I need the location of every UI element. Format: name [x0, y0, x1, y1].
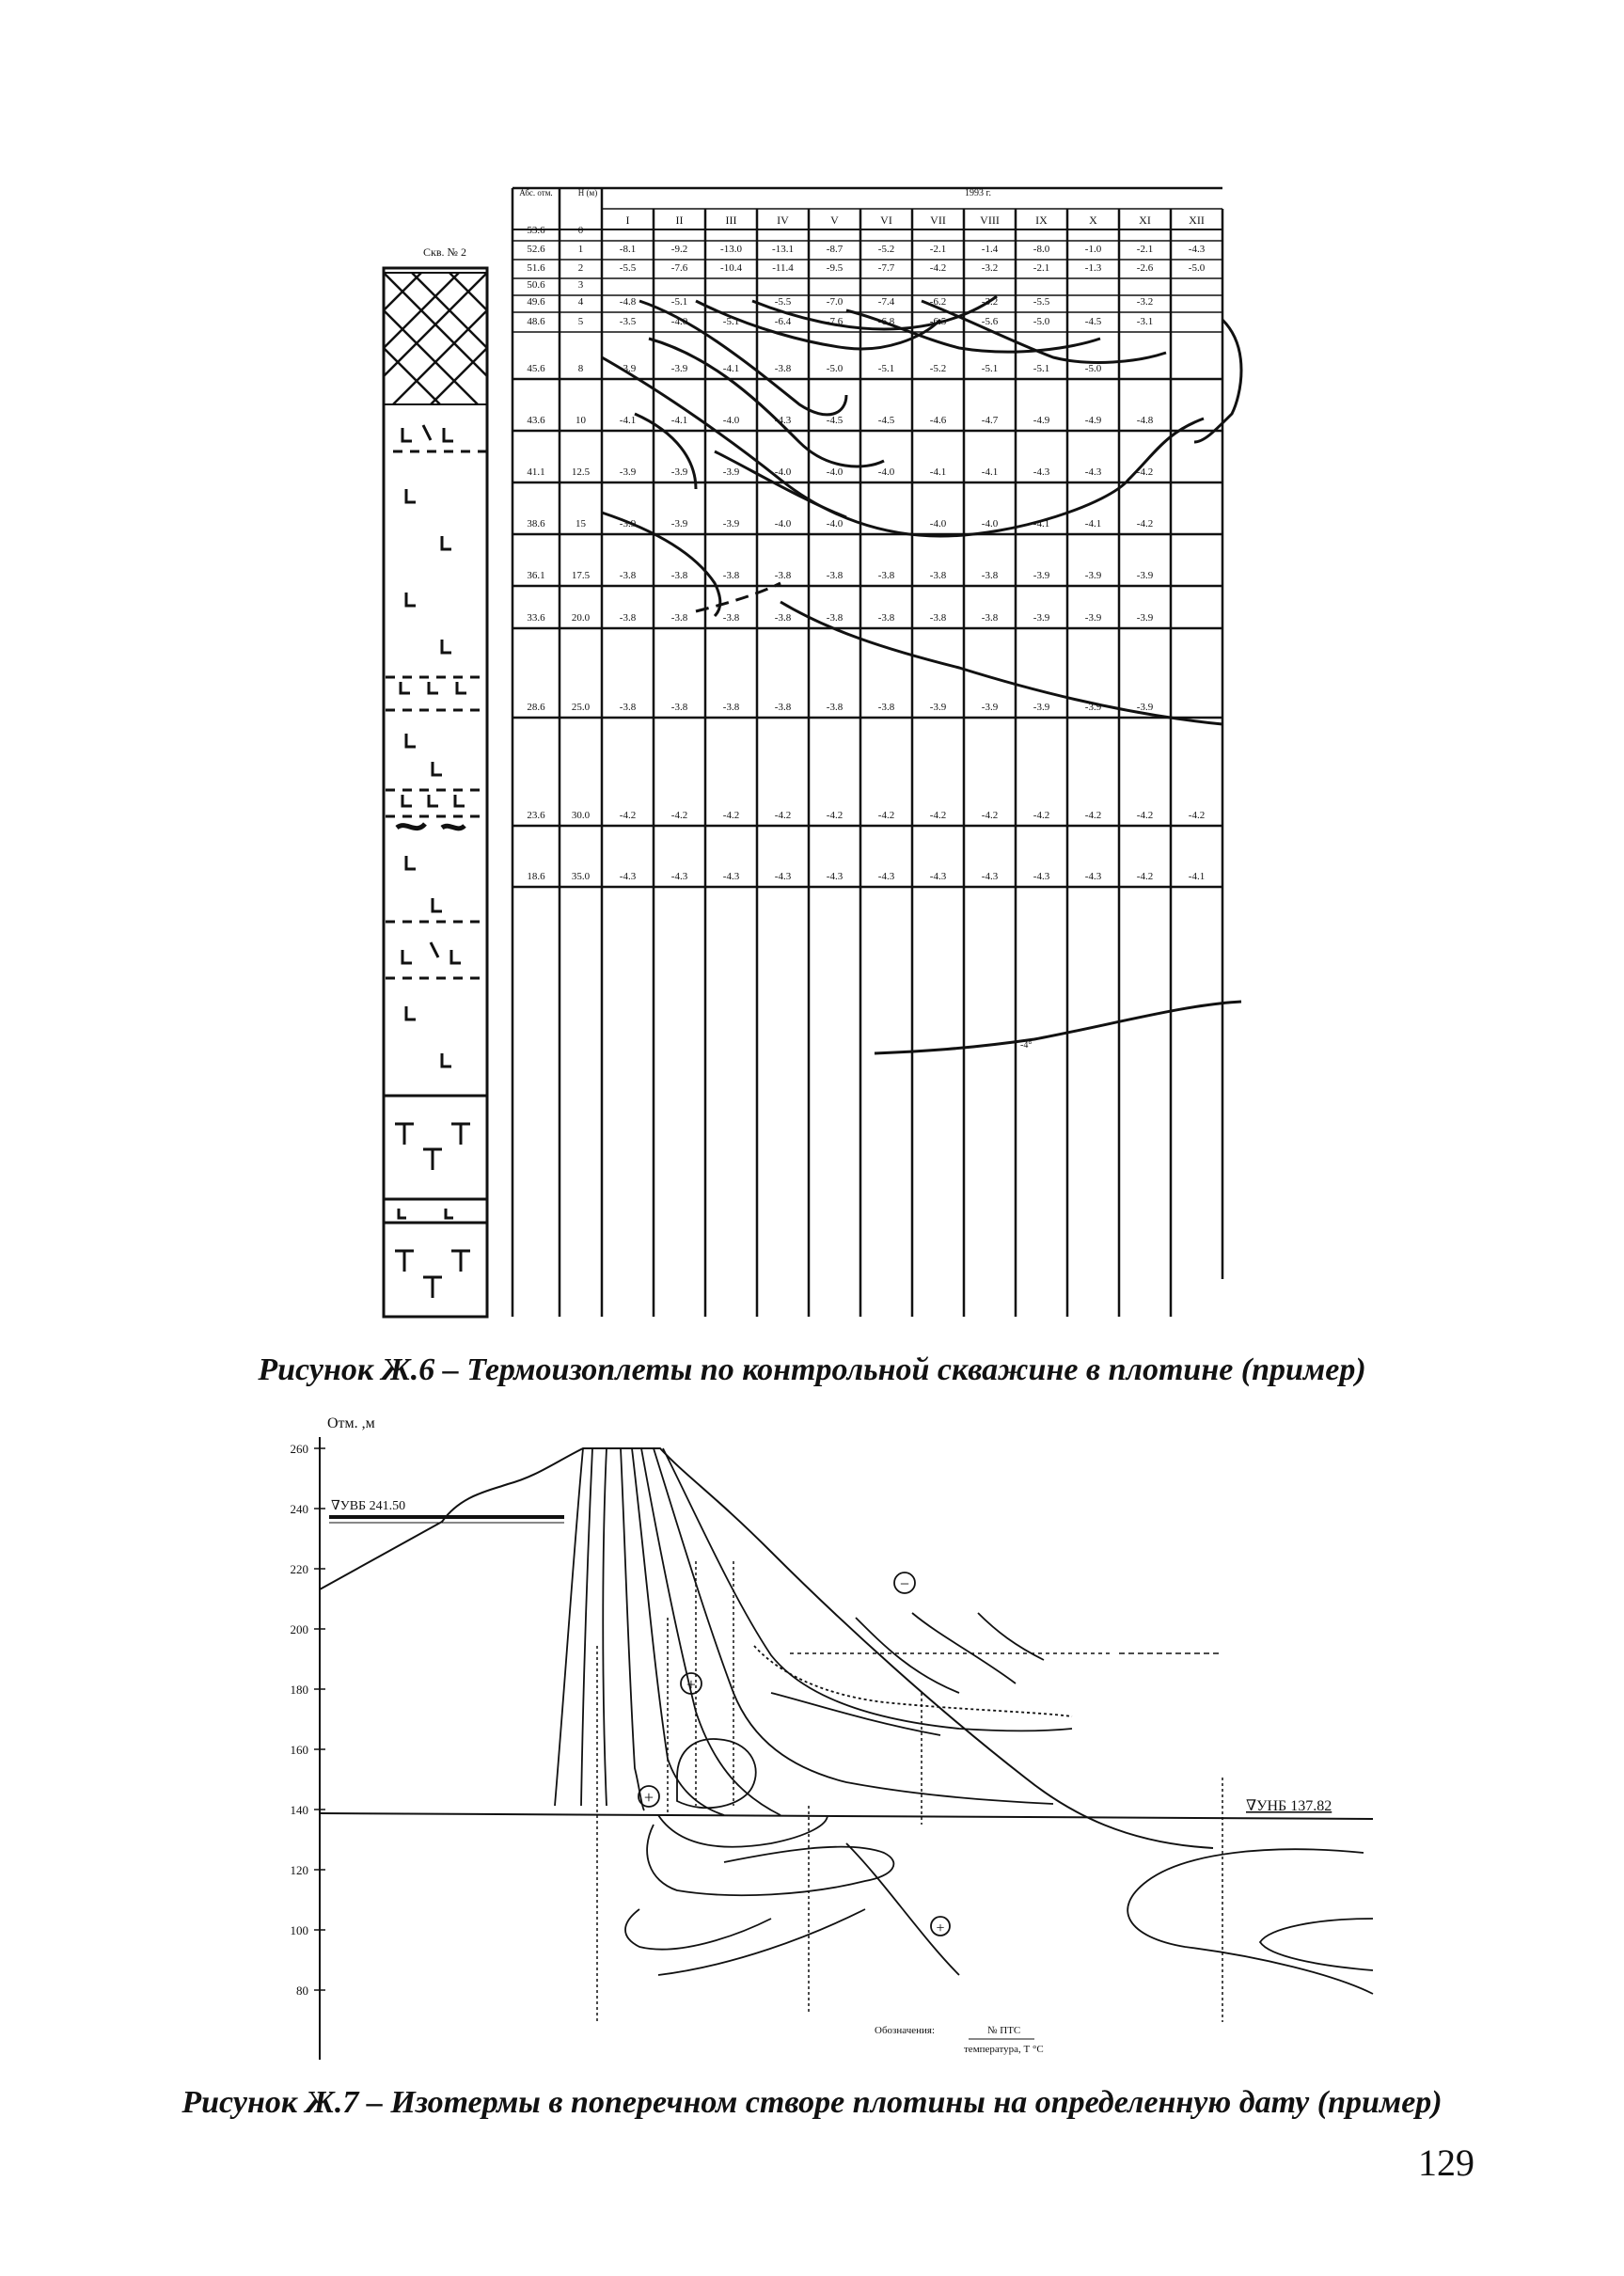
temperature-cell: -5.0 — [826, 363, 844, 374]
well-label: Скв. № 2 — [423, 245, 466, 259]
temperature-cell: -9.2 — [670, 244, 688, 255]
month-header: X — [1089, 213, 1097, 227]
temperature-cell: -3.9 — [1136, 570, 1154, 581]
temperature-cell: -5.5 — [1033, 296, 1050, 308]
temperature-cell: -3.8 — [722, 702, 740, 713]
month-header: IX — [1035, 213, 1048, 227]
hatch-zone — [384, 273, 487, 404]
abs-elevation-cell: 33.6 — [527, 612, 545, 624]
temperature-cell: -1.0 — [1084, 244, 1102, 255]
temperature-cell: -4.0 — [670, 316, 688, 327]
isopleth — [602, 357, 1204, 536]
month-header: VI — [880, 213, 892, 227]
temperature-cell: -3.2 — [1136, 296, 1154, 308]
temperature-cell: -3.8 — [722, 612, 740, 624]
temperature-cell: -4.5 — [1084, 316, 1102, 327]
temperature-cell: -4.1 — [1084, 518, 1102, 529]
isoline-label: -4° — [1020, 1040, 1033, 1051]
temperature-cell: -4.3 — [722, 871, 740, 882]
temperature-cell: -3.8 — [929, 612, 947, 624]
depth-cell: 4 — [577, 296, 584, 308]
downstream-water-level — [1246, 1798, 1332, 1814]
temperature-cell: -4.9 — [1033, 415, 1050, 426]
temperature-cell: -3.8 — [670, 702, 688, 713]
temperature-cell: -3.8 — [981, 612, 999, 624]
temperature-cell: -4.3 — [774, 871, 792, 882]
depth-cell: 12.5 — [571, 466, 591, 478]
foundation-line — [320, 1813, 1373, 1819]
temperature-cell: -3.9 — [722, 518, 740, 529]
temperature-cell: -2.1 — [1136, 244, 1154, 255]
temperature-cell: -3.8 — [826, 570, 844, 581]
temperature-cell: -4.0 — [826, 518, 844, 529]
abs-elevation-cell: 18.6 — [527, 871, 545, 882]
temperature-cell: -3.8 — [981, 570, 999, 581]
month-header: V — [830, 213, 839, 227]
temperature-cell: -4.3 — [1084, 466, 1102, 478]
temperature-cell: -3.9 — [1033, 570, 1050, 581]
depth-cell: 10 — [575, 415, 586, 426]
temperature-cell: -4.2 — [1188, 810, 1206, 821]
isopleth — [649, 339, 884, 466]
core-isotherms — [555, 1448, 1072, 1815]
temperature-cell: -3.8 — [670, 570, 688, 581]
abs-elevation-cell: 49.6 — [527, 296, 545, 308]
temperature-cell: -3.8 — [826, 612, 844, 624]
temperature-cell: -3.8 — [826, 702, 844, 713]
y-tick-label: 120 — [290, 1863, 308, 1877]
temperature-cell: -4.3 — [619, 871, 637, 882]
depth-cell: 1 — [577, 244, 584, 255]
temperature-cell: -4.0 — [981, 518, 999, 529]
temperature-cell: -4.8 — [619, 296, 637, 308]
temperature-cell: -4.2 — [1084, 810, 1102, 821]
temperature-cell: -3.9 — [1136, 612, 1154, 624]
abs-elevation-cell: 51.6 — [527, 262, 545, 274]
isopleth-minus-4 — [875, 1002, 1241, 1053]
temperature-cell: -3.9 — [1084, 702, 1102, 713]
month-header: VII — [930, 213, 946, 227]
zone-sign-label: − — [899, 1574, 910, 1593]
temperature-cell: -3.8 — [877, 570, 895, 581]
temperature-cell: -4.1 — [1188, 871, 1206, 882]
y-axis-title: Отм. ,м — [327, 1415, 375, 1431]
legend — [875, 2025, 1044, 2055]
abs-elevation-cell: 50.6 — [527, 279, 545, 291]
temperature-cell: -11.4 — [772, 262, 794, 274]
temperature-cell: -3.5 — [619, 316, 637, 327]
temperature-cell: -3.8 — [670, 612, 688, 624]
legend-item: № ПТС — [987, 2025, 1021, 2036]
depth-cell: 17.5 — [571, 570, 591, 581]
temperature-cell: -6.5 — [929, 316, 947, 327]
temperature-cell: -4.1 — [619, 415, 637, 426]
temperature-cell: -5.5 — [619, 262, 637, 274]
abs-header: Абс. отм. — [519, 188, 553, 198]
temperature-cell: -3.9 — [1084, 612, 1102, 624]
temperature-cell: -3.9 — [722, 466, 740, 478]
y-tick-label: 100 — [290, 1923, 308, 1937]
temperature-cell: -6.4 — [774, 316, 792, 327]
temperature-cell: -4.3 — [774, 415, 792, 426]
temperature-table-grid — [512, 188, 1222, 1317]
temperature-cell: -8.0 — [1033, 244, 1050, 255]
figure-6-caption: Рисунок Ж.6 – Термоизоплеты по контрольной скважине в плотине (пример) — [258, 1352, 1366, 1387]
month-header: III — [725, 213, 737, 227]
isopleth — [696, 583, 780, 611]
temperature-cell: -3.8 — [619, 612, 637, 624]
temperature-cell: -4.1 — [670, 415, 688, 426]
isotherm-section-figure — [282, 1411, 1392, 2069]
temperature-cell: -4.0 — [929, 518, 947, 529]
temperature-cell: -4.3 — [1033, 466, 1050, 478]
depth-cell: 5 — [577, 316, 584, 327]
abs-elevation-cell: 43.6 — [527, 415, 545, 426]
abs-elevation-cell: 28.6 — [527, 702, 545, 713]
temperature-cell: -4.5 — [877, 415, 895, 426]
temperature-cell: -3.9 — [1033, 612, 1050, 624]
temperature-cell: -5.1 — [981, 363, 999, 374]
temperature-cell: -3.9 — [670, 363, 688, 374]
depth-cell: 15 — [575, 518, 586, 529]
temperature-cell: -5.1 — [722, 316, 740, 327]
table-headers — [519, 188, 991, 198]
abs-elevation-cell: 36.1 — [527, 570, 545, 581]
temperature-cell: -4.2 — [1136, 518, 1154, 529]
zone-sign-label: + — [686, 1675, 697, 1694]
temperature-cell: -1.3 — [1084, 262, 1102, 274]
temperature-cell: -3.9 — [670, 466, 688, 478]
temperature-cell: -4.2 — [670, 810, 688, 821]
temperature-cell: -3.1 — [1136, 316, 1154, 327]
depth-cell: 20.0 — [571, 612, 591, 624]
abs-elevation-cell: 45.6 — [527, 363, 545, 374]
temperature-cell: -5.2 — [929, 363, 947, 374]
depth-cell: 0 — [577, 225, 584, 236]
temperature-cell: -4.9 — [1084, 415, 1102, 426]
temperature-cell: -3.8 — [774, 570, 792, 581]
y-tick-label: 140 — [290, 1803, 308, 1817]
temperature-cell: -4.2 — [774, 810, 792, 821]
temperature-cell: -4.5 — [826, 415, 844, 426]
depth-cell: 8 — [577, 363, 584, 374]
temperature-cell: -5.6 — [981, 316, 999, 327]
isopleth — [780, 602, 1222, 724]
temperature-cell: -3.9 — [981, 702, 999, 713]
legend-title: Обозначения: — [875, 2025, 936, 2036]
temperature-cell: -3.8 — [619, 570, 637, 581]
depth-cell: 3 — [577, 279, 584, 291]
temperature-cell: -7.6 — [670, 262, 688, 274]
temperature-cell: -4.2 — [1136, 810, 1154, 821]
temperature-cell: -4.3 — [1084, 871, 1102, 882]
depth-cell: 25.0 — [571, 702, 591, 713]
y-tick-label: 200 — [290, 1622, 308, 1636]
temperature-cell: -5.1 — [1033, 363, 1050, 374]
temperature-cell: -3.8 — [722, 570, 740, 581]
temperature-cell: -4.3 — [877, 871, 895, 882]
temperature-cell: -3.9 — [619, 518, 637, 529]
abs-elevation-cell: 41.1 — [527, 466, 545, 478]
temperature-cell: -13.1 — [772, 244, 794, 255]
temperature-cell: -4.3 — [1033, 871, 1050, 882]
abs-elevation-cell: 23.6 — [527, 810, 545, 821]
temperature-cell: -4.2 — [929, 810, 947, 821]
temperature-cell: -8.7 — [826, 244, 844, 255]
temperature-cell: -4.3 — [670, 871, 688, 882]
sand-symbols — [384, 425, 487, 1298]
temperature-cell: -3.8 — [619, 702, 637, 713]
temperature-cell: -4.3 — [826, 871, 844, 882]
temperature-cell: -5.0 — [1188, 262, 1206, 274]
temperature-cell: -3.9 — [670, 518, 688, 529]
temperature-cell: -4.1 — [929, 466, 947, 478]
y-tick-label: 220 — [290, 1562, 308, 1576]
temperature-cell: -3.9 — [1084, 570, 1102, 581]
temperature-cell: -4.2 — [981, 810, 999, 821]
y-tick-label: 180 — [290, 1683, 308, 1697]
month-header: XII — [1189, 213, 1205, 227]
year-header: 1993 г. — [965, 188, 991, 198]
upstream-level-label: ∇УВБ 241.50 — [331, 1499, 406, 1513]
temperature-cell: -13.0 — [720, 244, 742, 255]
temperature-cell: -3.9 — [929, 702, 947, 713]
depth-header: H (м) — [577, 188, 598, 198]
thermoisopleth-figure — [357, 179, 1260, 1326]
y-tick-label: 260 — [290, 1442, 308, 1456]
temperature-cell: -3.9 — [619, 466, 637, 478]
temperature-cell: -3.9 — [1136, 702, 1154, 713]
month-headers — [626, 213, 1205, 227]
temperature-cell: -4.2 — [1136, 871, 1154, 882]
temperature-cell: -4.1 — [722, 363, 740, 374]
temperature-cell: -4.3 — [1188, 244, 1206, 255]
temperature-cell: -4.2 — [619, 810, 637, 821]
temperature-cell: -4.1 — [981, 466, 999, 478]
temperature-cell: -3.8 — [929, 570, 947, 581]
temperature-cell: -6.8 — [877, 316, 895, 327]
temperature-cell: -4.2 — [877, 810, 895, 821]
temperature-cell: -3.8 — [774, 363, 792, 374]
temperature-cell: -3.8 — [877, 702, 895, 713]
isopleths — [602, 296, 1241, 1053]
abs-elevation-cell: 38.6 — [527, 518, 545, 529]
temperature-cell: -3.8 — [774, 612, 792, 624]
temperature-cell: -4.2 — [826, 810, 844, 821]
temperature-cell: -5.2 — [877, 244, 895, 255]
temperature-cell: -5.0 — [1084, 363, 1102, 374]
legend-sub: температура, Т °С — [964, 2044, 1044, 2055]
temperature-cell: -4.0 — [774, 466, 792, 478]
zone-sign-label: + — [643, 1788, 654, 1807]
upstream-water-level — [329, 1499, 564, 1523]
temperature-cell: -4.0 — [722, 415, 740, 426]
temperature-cell: -4.6 — [929, 415, 947, 426]
depth-cell: 30.0 — [571, 810, 591, 821]
temperature-zone-markers — [639, 1573, 950, 1936]
temperature-cell: -5.1 — [877, 363, 895, 374]
temperature-cell: -7.6 — [826, 316, 844, 327]
temperature-cell: -7.7 — [877, 262, 895, 274]
temperature-cell: -4.1 — [1033, 518, 1050, 529]
temperature-cell: -2.6 — [1136, 262, 1154, 274]
temperature-cell: -4.0 — [826, 466, 844, 478]
temperature-cell: -6.2 — [929, 296, 947, 308]
figure-7-caption: Рисунок Ж.7 – Изотермы в поперечном створе плотины на определенную дату (пример) — [181, 2085, 1443, 2120]
month-header: IV — [777, 213, 789, 227]
temperature-cell: -4.7 — [981, 415, 999, 426]
zone-sign-label: + — [936, 1920, 945, 1936]
temperature-cell: -4.3 — [929, 871, 947, 882]
lithology-column — [384, 268, 487, 1317]
month-header: II — [675, 213, 684, 227]
temperature-cell: -9.5 — [826, 262, 844, 274]
temperature-cell: -10.4 — [720, 262, 742, 274]
temperature-cell: -3.9 — [619, 363, 637, 374]
temperature-cell: -1.4 — [981, 244, 999, 255]
abs-elevation-cell: 52.6 — [527, 244, 545, 255]
month-header: I — [625, 213, 630, 227]
temperature-cell: -4.2 — [1033, 810, 1050, 821]
y-tick-label: 240 — [290, 1502, 308, 1516]
temperature-cell: -7.0 — [826, 296, 844, 308]
depth-cell: 2 — [577, 262, 584, 274]
downstream-level-label: ∇УНБ 137.82 — [1246, 1798, 1332, 1814]
table-cells — [527, 225, 1205, 882]
isopleth — [1194, 320, 1241, 442]
month-header: VIII — [980, 213, 1000, 227]
temperature-cell: -5.0 — [1033, 316, 1050, 327]
temperature-cell: -4.8 — [1136, 415, 1154, 426]
temperature-cell: -3.2 — [981, 262, 999, 274]
temperature-cell: -3.8 — [877, 612, 895, 624]
temperature-cell: -7.4 — [877, 296, 895, 308]
temperature-cell: -5.5 — [774, 296, 792, 308]
temperature-cell: -4.0 — [877, 466, 895, 478]
month-header: XI — [1139, 213, 1151, 227]
temperature-cell: -4.3 — [981, 871, 999, 882]
temperature-cell: -8.1 — [619, 244, 637, 255]
page-number: 129 — [1418, 2142, 1474, 2184]
depth-cell: 35.0 — [571, 871, 591, 882]
abs-elevation-cell: 53.6 — [527, 225, 545, 236]
temperature-cell: -3.8 — [774, 702, 792, 713]
abs-elevation-cell: 48.6 — [527, 316, 545, 327]
temperature-cell: -4.2 — [1136, 466, 1154, 478]
temperature-cell: -2.1 — [929, 244, 947, 255]
y-tick-label: 160 — [290, 1743, 308, 1757]
temperature-cell: -5.1 — [670, 296, 688, 308]
temperature-cell: -4.2 — [929, 262, 947, 274]
isopleth — [635, 414, 846, 517]
temperature-cell: -4.0 — [774, 518, 792, 529]
y-tick-label: 80 — [296, 1984, 308, 1998]
temperature-cell: -3.2 — [981, 296, 999, 308]
temperature-cell: -2.1 — [1033, 262, 1050, 274]
temperature-cell: -4.2 — [722, 810, 740, 821]
temperature-cell: -3.9 — [1033, 702, 1050, 713]
